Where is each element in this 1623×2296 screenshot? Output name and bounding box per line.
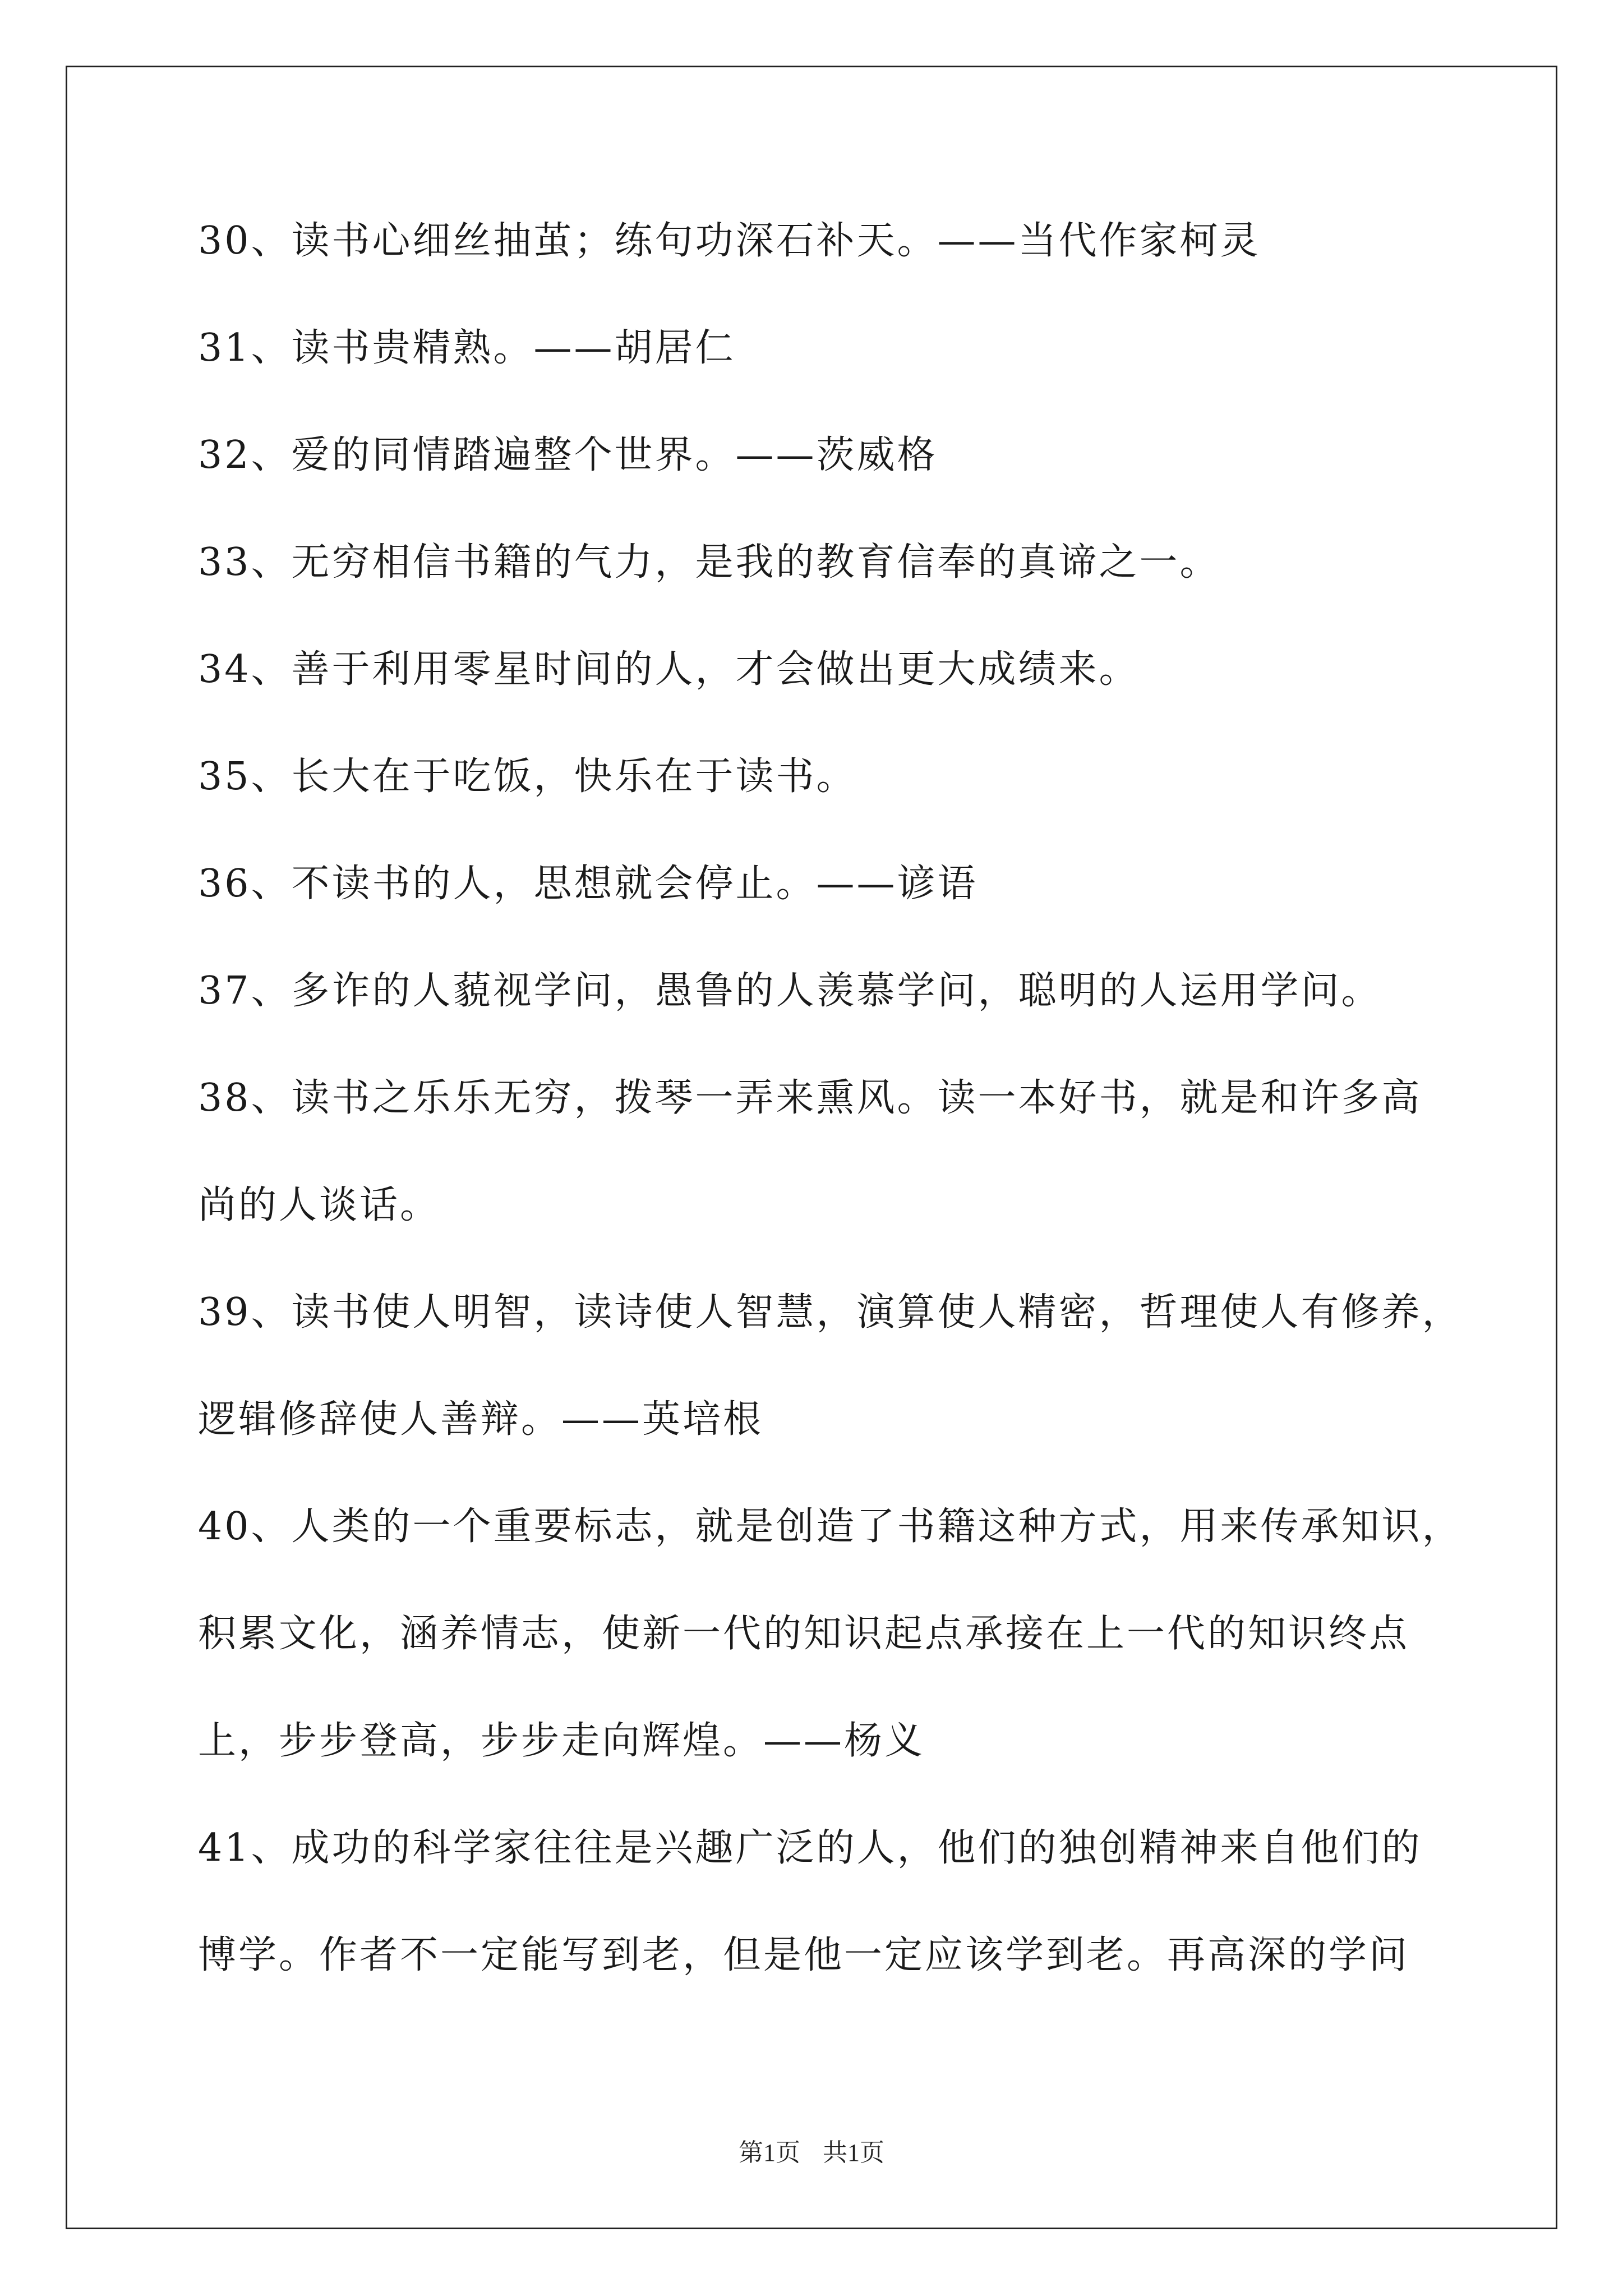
text-line: 40、人类的一个重要标志，就是创造了书籍这种方式，用来传承知识， [198,1504,1463,1549]
text-line: 尚的人谈话。 [198,1183,441,1227]
text-line: 34、善于利用零星时间的人，才会做出更大成绩来。 [198,647,1140,692]
text-line: 35、长大在于吃饭，快乐在于读书。 [198,754,857,799]
text-line: 32、爱的同情踏遍整个世界。——茨威格 [198,433,938,477]
page-footer [0,2136,1623,2170]
text-line: 38、读书之乐乐无穷，拨琴一弄来熏风。读一本好书，就是和许多高 [198,1076,1422,1120]
document-body [198,213,1465,2035]
text-line: 41、成功的科学家往往是兴趣广泛的人，他们的独创精神来自他们的 [198,1826,1422,1870]
text-line: 39、读书使人明智，读诗使人智慧，演算使人精密，哲理使人有修养， [198,1290,1463,1335]
text-line: 33、无穷相信书籍的气力，是我的教育信奉的真谛之一。 [198,540,1220,585]
text-line: 积累文化，涵养情志，使新一代的知识起点承接在上一代的知识终点 [198,1612,1410,1656]
text-line: 36、不读书的人，思想就会停止。——谚语 [198,862,978,906]
page-number: 第1页 [739,2139,800,2166]
text-line: 博学。作者不一定能写到老，但是他一定应该学到老。再高深的学问 [198,1933,1410,1977]
text-line: 37、多诈的人藐视学问，愚鲁的人羡慕学问，聪明的人运用学问。 [198,969,1382,1013]
page-total: 共1页 [823,2139,884,2166]
text-line: 上，步步登高，步步走向辉煌。——杨义 [198,1719,925,1763]
text-line: 31、读书贵精熟。——胡居仁 [198,326,736,370]
text-line: 30、读书心细丝抽茧；练句功深石补天。——当代作家柯灵 [198,219,1261,263]
text-line: 逻辑修辞使人善辩。——英培根 [198,1397,764,1442]
